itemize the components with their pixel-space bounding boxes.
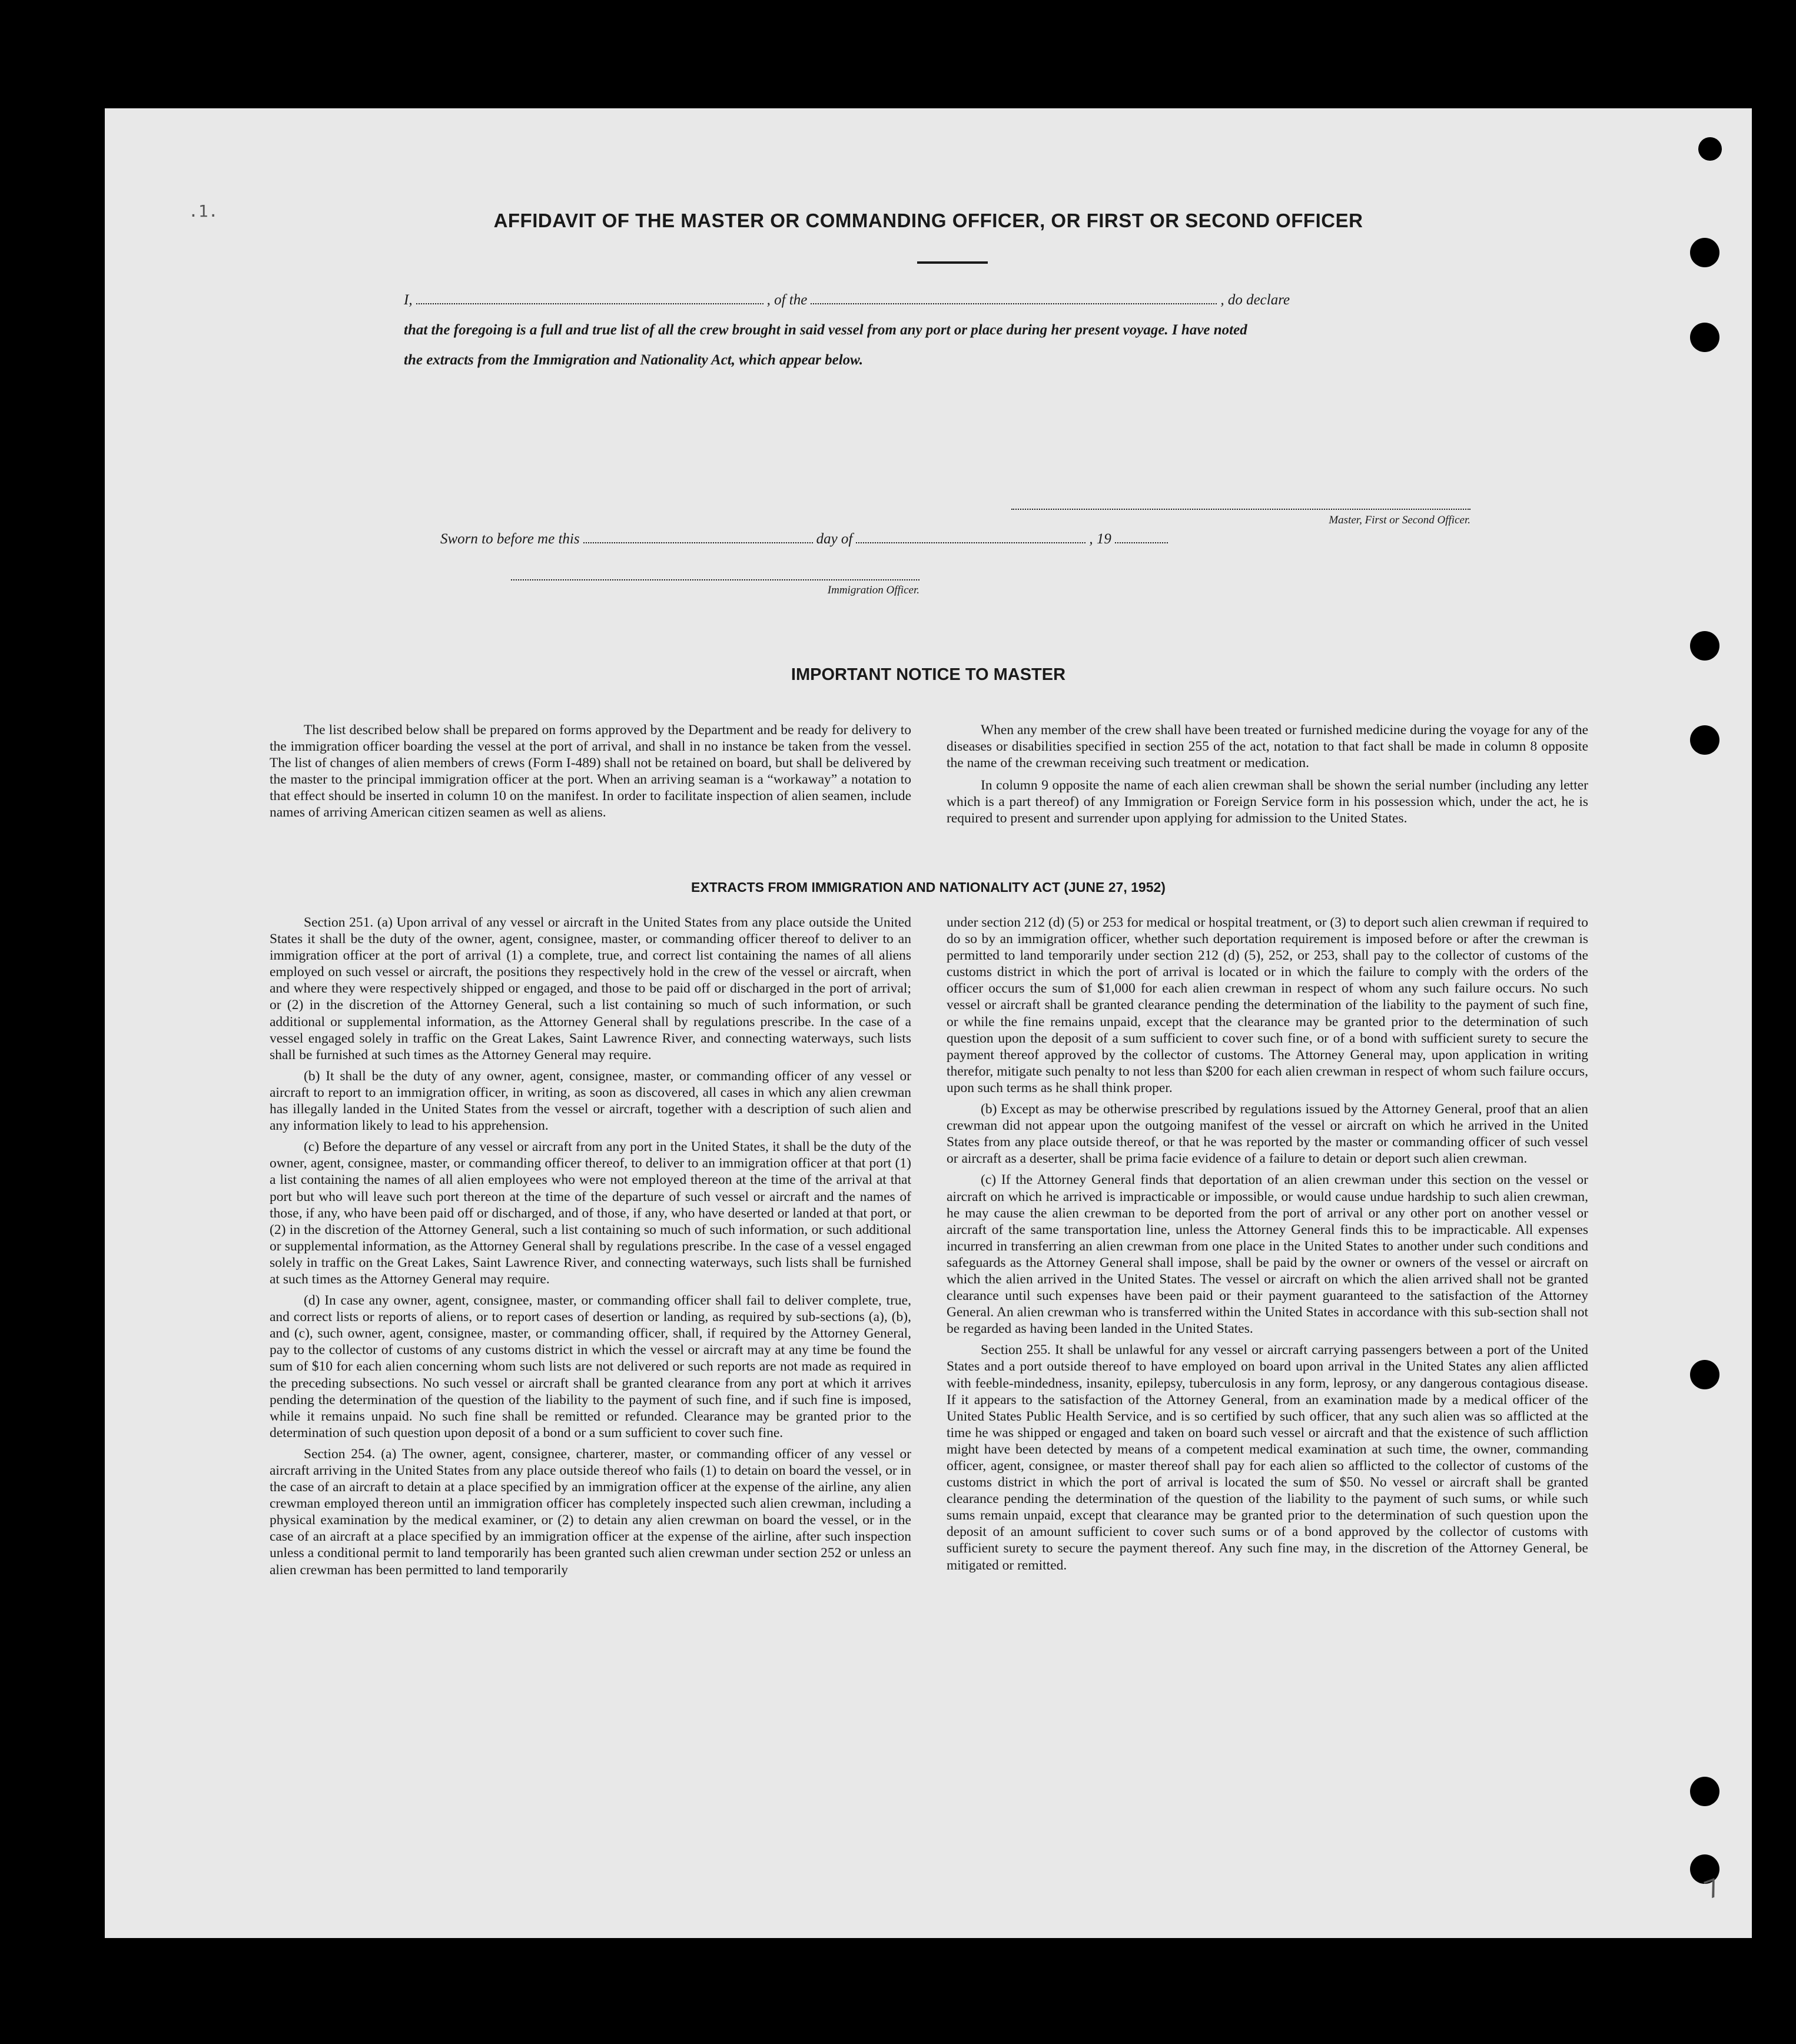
extracts-left-column bbox=[270, 914, 911, 1583]
of-the-label: , of the bbox=[766, 292, 808, 308]
sworn-label: Sworn to before me this bbox=[440, 531, 580, 547]
day-field[interactable] bbox=[583, 542, 813, 543]
master-signature-field[interactable] bbox=[1011, 509, 1470, 510]
immigration-officer-signature-field[interactable] bbox=[511, 579, 919, 580]
punch-hole bbox=[1690, 238, 1719, 267]
month-field[interactable] bbox=[856, 542, 1085, 543]
extracts-right-column bbox=[947, 914, 1588, 1578]
immigration-officer-label: Immigration Officer. bbox=[827, 584, 919, 596]
notice-right-column bbox=[947, 722, 1588, 832]
master-signature-label: Master, First or Second Officer. bbox=[1329, 514, 1470, 526]
extract-paragraph: Section 251. (a) Upon arrival of any vessel or aircraft in the United States from any place outside the United States it shall be the duty of the owner, agent, consignee, master, or commanding officer thereof to deliver to an immigration officer at the port of arrival (1) a complete, true, and correct list containing the names of all aliens employed on such vessel or aircraft, the positions they respectively hold in the crew of the vessel or aircraft, when and where they were respectively shipped or engaged, and those to be paid off or discharged in the port of arrival; or (2) in the discretion of the Attorney General, such a list containing so much of such information, or such additional or supplemental information, as the Attorney General shall by regulations prescribe. In the case of a vessel engaged solely in traffic on the Great Lakes, Saint Lawrence River, and connecting waterways, such lists shall be furnished at such times as the Attorney General may require. bbox=[270, 915, 911, 1063]
punch-hole bbox=[1698, 137, 1722, 161]
affidavit-statement: that the foregoing is a full and true list of all the crew brought in said vessel from any port or place during her present voyage. I have noted bbox=[404, 322, 1247, 338]
extract-paragraph: (d) In case any owner, agent, consignee, master, or commanding officer shall fail to deliver complete, true, and correct lists or reports of aliens, or to report cases of desertion or landing, as required by sub-sections (a), (b), and (c), such owner, agent, consignee, master, or commanding officer, shall, if required by the Attorney General, pay to the collector of customs of any customs district in which the vessel or aircraft may at any time be found the sum of $10 for each alien concerning whom such lists are not delivered or such reports are not made as required in the preceding subsections. No such vessel or aircraft shall be granted clearance from any port at which it arrives pending the determination of the question of the liability to the payment of such fine, and if such fine is imposed, while it remains unpaid. No such fine shall be remitted or refunded. Clearance may be granted prior to the determination of such question upon deposit of a bond or a sum sufficient to cover such fine. bbox=[270, 1293, 911, 1441]
extract-paragraph: (c) If the Attorney General finds that deportation of an alien crewman under this section on the vessel or aircraft on which he arrived is impracticable or impossible, or would cause undue hardship to such alien crewman, he may cause the alien crewman to be deported from the port of arrival or any other port on another vessel or aircraft of the same transportation line, unless the Attorney General finds this to be impracticable. All expenses incurred in transferring an alien crewman from one place in the United States to another under such conditions and safeguards as the Attorney General shall impose, shall be paid by the owner or owners of the vessel or aircraft on which the alien arrived in the United States. The vessel or aircraft on which the alien arrived shall not be granted clearance until such expenses have been paid or their payment guaranteed to the satisfaction of the Attorney General. An alien crewman who is transferred within the United States in accordance with this sub-section shall not be regarded as having been landed in the United States. bbox=[947, 1172, 1588, 1337]
extract-paragraph: (c) Before the departure of any vessel or aircraft from any port in the United States, it shall be the duty of the owner, agent, consignee, master, or commanding officer thereof, to deliver to an immigration officer at that port (1) a list containing the names of all alien employees who were not employed thereon at the time of the arrival at that port but who will leave such port thereon at the time of the departure of such vessel or aircraft and the names of those, if any, who have been paid off or discharged, and of those, if any, who have deserted or landed at that port, or (2) in the discretion of the Attorney General, such a list containing so much of such information, or such additional or supplemental information, as the Attorney General shall by regulations prescribe. In the case of a vessel engaged solely in traffic on the Great Lakes, Saint Lawrence River, and connecting waterways, such lists shall be furnished at such times as the Attorney General may require. bbox=[270, 1139, 911, 1287]
notice-paragraph: The list described below shall be prepared on forms approved by the Department and be ready for delivery to the immigration officer boarding the vessel at the port of arrival, and shall in no instance be taken from the vessel. The list of changes of alien members of crews (Form I-489) shall not be retained on board, but shall be delivered by the master to the principal immigration officer at the port. When an arriving seaman is a “workaway” a notation to that effect should be inserted in column 10 on the manifest. In order to facilitate inspection of alien seamen, include names of arriving American citizen seamen as well as aliens. bbox=[270, 722, 911, 820]
title-divider bbox=[917, 261, 988, 264]
punch-hole bbox=[1690, 725, 1719, 755]
extract-paragraph: (b) It shall be the duty of any owner, agent, consignee, master, or commanding officer of any vessel or aircraft to report to an immigration officer, in writing, as soon as discovered, all cases in which any alien crewman has illegally landed in the United States from the vessel or aircraft, together with a description of such alien and any information likely to lead to his apprehension. bbox=[270, 1068, 911, 1134]
stray-mark: .1. bbox=[188, 201, 218, 221]
punch-hole bbox=[1690, 631, 1719, 661]
affidavit-statement: the extracts from the Immigration and Nationality Act, which appear below. bbox=[404, 352, 864, 368]
name-field[interactable] bbox=[416, 303, 763, 304]
day-of-label: day of bbox=[816, 531, 853, 547]
declaration-line bbox=[404, 285, 1475, 315]
stray-mark: 7 bbox=[1700, 1873, 1724, 1905]
i-label: I, bbox=[404, 292, 413, 308]
extracts-title: EXTRACTS FROM IMMIGRATION AND NATIONALITY ACT (JUNE 27, 1952) bbox=[691, 880, 1166, 895]
sworn-line bbox=[440, 531, 1171, 548]
punch-hole bbox=[1690, 1777, 1719, 1806]
extract-paragraph: Section 255. It shall be unlawful for any vessel or aircraft carrying passengers between a port of the United States and a port outside thereof to have employed on board upon arrival in the United States any alien afflicted with feeble-mindedness, insanity, epilepsy, tuberculosis in any form, leprosy, or any dangerous contagious disease. If it appears to the satisfaction of the Attorney General, from an examination made by a medical officer of the United States Public Health Service, and is so certified by such officer, that any such alien was so afflicted at the time he was shipped or engaged and taken on board such vessel or aircraft and that the existence of such affliction might have been detected by means of a competent medical examination at such time, the owner, commanding officer, agent, consignee, or master thereof shall pay for each alien so afflicted to the collector of customs of the customs district in which the port of arrival is located the sum of $50. No vessel or aircraft shall be granted clearance pending the determination of the question of the liability to the payment of such sums, or while such sums remain unpaid, except that clearance may be granted prior to the determination of such question upon the deposit of an amount sufficient to cover such sums or of a bond approved by the collector of customs with sufficient surety to secure the payment thereof. Any such fine may, in the discretion of the Attorney General, be mitigated or remitted. bbox=[947, 1342, 1588, 1573]
document-page bbox=[105, 108, 1752, 1938]
notice-paragraph: When any member of the crew shall have been treated or furnished medicine during the voyage for any of the diseases or disabilities specified in section 255 of the act, notation to that fact shall be made in column 8 opposite the name of the crewman receiving such treatment or medication. bbox=[947, 722, 1588, 771]
punch-hole bbox=[1690, 323, 1719, 352]
punch-hole bbox=[1690, 1360, 1719, 1389]
affidavit-block bbox=[404, 285, 1475, 375]
affidavit-title: AFFIDAVIT OF THE MASTER OR COMMANDING OFFICER, OR FIRST OR SECOND OFFICER bbox=[493, 210, 1363, 231]
extract-paragraph: under section 212 (d) (5) or 253 for medical or hospital treatment, or (3) to deport such alien crewman if required to do so by an immigration officer, whether such deportation requirement is imposed before or after the crewman is permitted to land temporarily under section 212 (d) (5), 252, or 253, shall pay to the collector of customs of the customs district in which the port of arrival is located or in which the failure to comply with the orders of the officer occurs the sum of $1,000 for each alien crewman in respect of whom any such failure occurs. No such vessel or aircraft shall be granted clearance pending the determination of the liability to the payment of such fine, or while the fine remains unpaid, except that the clearance may be granted prior to the determination of such question upon the deposit of a sum sufficient to cover such fine, or of a bond with sufficient surety to secure the payment thereof approved by the collector of customs. The Attorney General may, upon application in writing therefor, mitigate such penalty to not less than $200 for each alien crewman in respect of whom such failure occurs, upon such terms as he shall think proper. bbox=[947, 915, 1588, 1096]
notice-paragraph: In column 9 opposite the name of each alien crewman shall be shown the serial number (including any letter which is a part thereof) of any Immigration or Foreign Service form in his possession which, under the act, he is required to present and surrender upon applying for admission to the United States. bbox=[947, 778, 1588, 826]
do-declare-label: , do declare bbox=[1220, 292, 1290, 308]
year-field[interactable] bbox=[1115, 542, 1168, 543]
extract-paragraph: (b) Except as may be otherwise prescribed by regulations issued by the Attorney General, proof that an alien crewman did not appear upon the outgoing manifest of the vessel or aircraft on which he arrived in the United States from any place outside thereof, or that he was reported by the master or commanding officer of such vessel or aircraft as a deserter, shall be prima facie evidence of a failure to detain or deport such alien crewman. bbox=[947, 1101, 1588, 1167]
notice-title: IMPORTANT NOTICE TO MASTER bbox=[791, 665, 1066, 684]
extract-paragraph: Section 254. (a) The owner, agent, consignee, charterer, master, or commanding officer of any vessel or aircraft arriving in the United States from any place outside thereof who fails (1) to detain on board the vessel, or in the case of an aircraft to detain at a place specified by an immigration officer at the expense of the airline, any alien crewman employed thereon until an immigration officer has completely inspected such alien crewman, including a physical examination by the medical examiner, or (2) to detain any alien crewman on board the vessel, or in the case of an aircraft at a place specified by an immigration officer at the expense of the airline, after such inspection unless a conditional permit to land temporarily has been granted such alien crewman under section 252 or unless an alien crewman has been permitted to land temporarily bbox=[270, 1446, 911, 1578]
notice-left-column bbox=[270, 722, 911, 827]
vessel-field[interactable] bbox=[811, 303, 1217, 304]
year-label: , 19 bbox=[1089, 531, 1111, 547]
